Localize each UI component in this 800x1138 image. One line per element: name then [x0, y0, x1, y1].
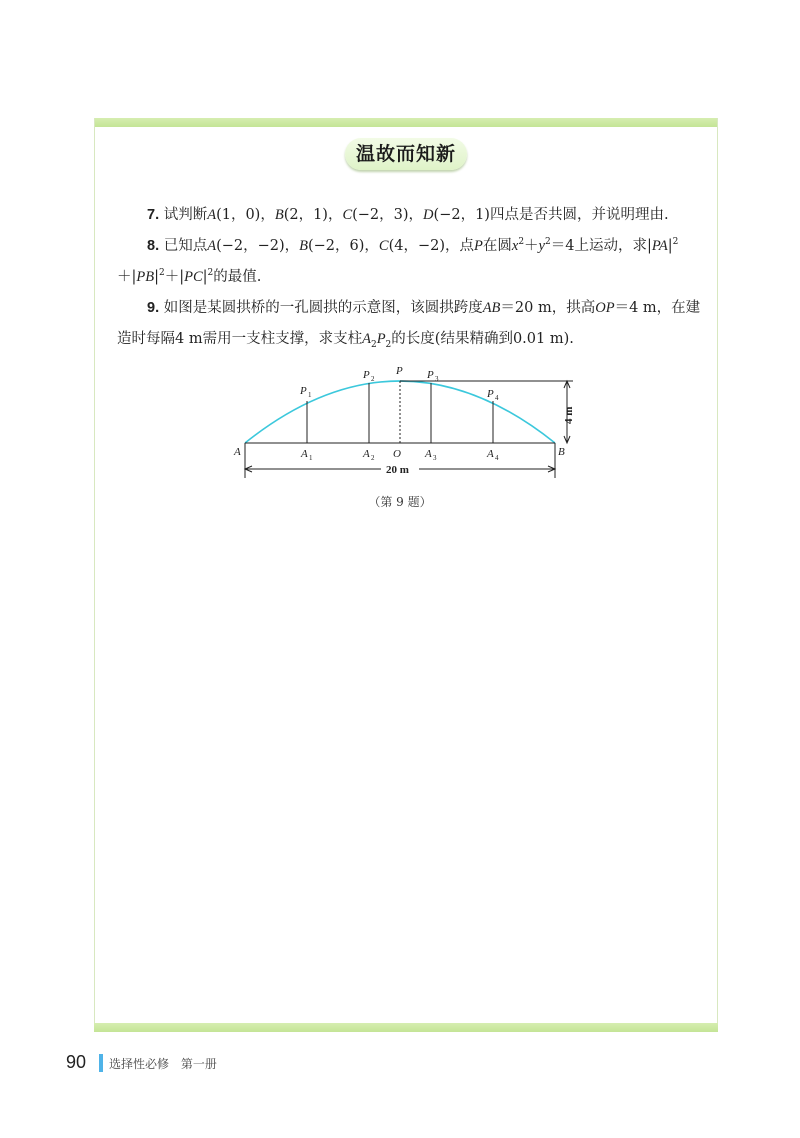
bottom-green-band	[94, 1023, 718, 1032]
label-A3-sub: 3	[433, 454, 437, 462]
span-label: 20 m	[386, 464, 409, 476]
page-number: 90	[66, 1052, 87, 1072]
label-P4: P	[487, 388, 494, 400]
problem-number: 7.	[147, 207, 160, 223]
label-P4-sub: 4	[495, 394, 499, 402]
label-A2-sub: 2	[371, 454, 375, 462]
label-A: A	[234, 446, 241, 458]
label-A3: A	[425, 448, 432, 460]
problem-8: 8. 已知点A(−2，−2)，B(−2，6)，C(4，−2)，点P在圆$x^2+y^2=4$上运动，求$|PA|^2+|PB|^2+|PC|^2$的最值.	[117, 237, 679, 285]
arch-bridge-figure	[230, 360, 580, 485]
label-P3-sub: 3	[435, 375, 439, 383]
label-A1: A	[301, 448, 308, 460]
problem-7: 7. 试判断A(1，0)，B(2，1)，C(−2，3)，D(−2，1)四点是否共圆，并说明理由.	[147, 207, 669, 223]
problem-number: 8.	[147, 238, 160, 254]
label-P2-sub: 2	[371, 375, 375, 383]
label-A2: A	[363, 448, 370, 460]
label-P1-sub: 1	[308, 391, 312, 399]
label-P2: P	[363, 369, 370, 381]
height-label: 4 m	[563, 406, 575, 424]
label-A1-sub: 1	[309, 454, 313, 462]
label-P: P	[396, 365, 403, 377]
label-A4: A	[487, 448, 494, 460]
book-title: 选择性必修 第一册	[109, 1057, 217, 1071]
problem-number: 9.	[147, 300, 160, 316]
label-A4-sub: 4	[495, 454, 499, 462]
page-number-bar	[99, 1054, 103, 1072]
label-B: B	[558, 446, 565, 458]
problem-9: 9. 如图是某圆拱桥的一孔圆拱的示意图，该圆拱跨度AB＝20 m，拱高OP＝4 m，在建造时每隔4 m需用一支柱支撑，求支柱$A_2P_2$的长度(结果精确到0.01 m).	[117, 300, 701, 350]
label-P1: P	[300, 385, 307, 397]
figure-caption: （第 9 题）	[368, 495, 432, 509]
problem-list	[117, 200, 707, 355]
label-P3: P	[427, 369, 434, 381]
section-title: 温故而知新	[345, 138, 467, 170]
label-O: O	[393, 448, 401, 460]
